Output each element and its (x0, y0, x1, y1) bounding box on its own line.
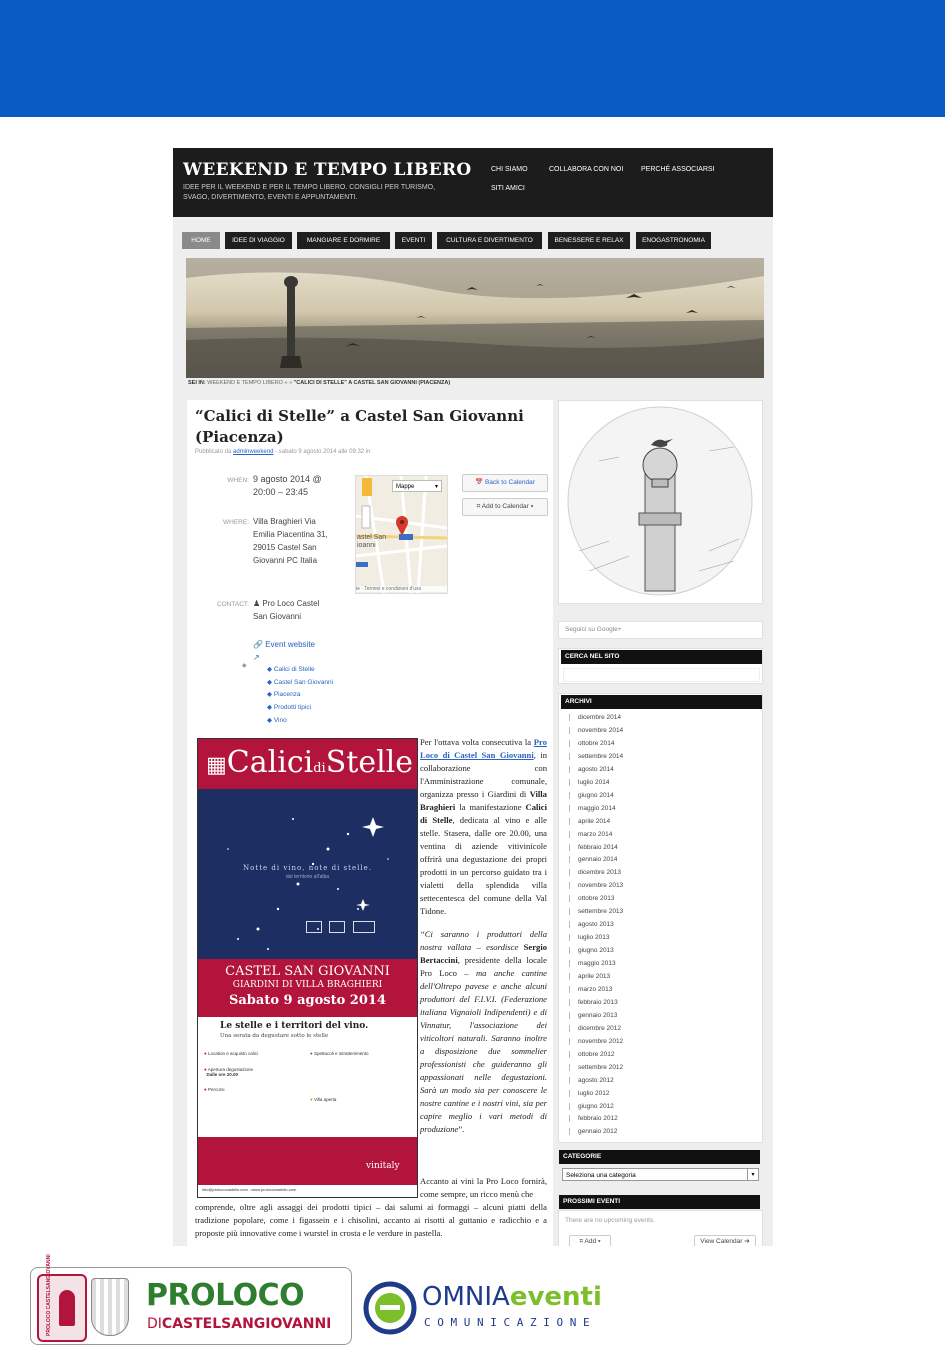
person-icon (59, 1290, 75, 1326)
event-website-text: Event website (265, 640, 315, 649)
info-text: Percorsi (207, 1087, 225, 1092)
poster-title-a: Calici (226, 745, 314, 780)
proloco-logo[interactable] (30, 1254, 352, 1345)
music-icon: ● (310, 1051, 313, 1056)
archive-item[interactable]: settembre 2013 (569, 908, 623, 915)
omnia-eventi-logo[interactable] (362, 1276, 622, 1348)
wine-icon: ● (204, 1051, 207, 1056)
archive-item[interactable]: dicembre 2012 (569, 1025, 621, 1032)
archive-item[interactable]: novembre 2013 (569, 882, 623, 889)
footer-logos (0, 1254, 945, 1365)
external-link-icon: ↗ (253, 653, 260, 662)
omnia-e-icon (362, 1280, 418, 1336)
google-map[interactable] (355, 475, 448, 594)
poster-tagline2: dal territorio all'alba (285, 874, 330, 880)
poster-subtitle: Le stelle e i territori del vino. (220, 1021, 369, 1031)
archive-item[interactable]: novembre 2014 (569, 727, 623, 734)
calendar-icon: 📅 (475, 479, 484, 486)
poster-town: CASTEL SAN GIOVANNI (225, 964, 390, 979)
tag-icon: ◆ (242, 663, 247, 669)
archive-item[interactable]: giugno 2012 (569, 1103, 614, 1110)
sponsor-logo-icon (306, 921, 322, 933)
para-text: , presidente della locale Pro Loco – (420, 955, 547, 978)
back-btn-label: Back to Calendar (485, 479, 535, 486)
archive-item[interactable]: settembre 2014 (569, 753, 623, 760)
rss-icon: ⌗ (579, 1238, 584, 1245)
omnia-subtitle: C O M U N I C A Z I O N E (424, 1316, 590, 1329)
eventi-word: eventi (509, 1282, 602, 1312)
breadcrumb-separator: » » (284, 380, 293, 386)
map-type-select[interactable] (392, 480, 442, 492)
tag-text: Castel San Giovanni (273, 679, 334, 686)
archive-item[interactable]: agosto 2014 (569, 766, 614, 773)
archive-item[interactable]: aprile 2013 (569, 973, 610, 980)
site-header (173, 148, 773, 217)
poster-title (206, 745, 413, 780)
archive-item[interactable]: dicembre 2014 (569, 714, 621, 721)
archive-item[interactable]: agosto 2012 (569, 1077, 614, 1084)
event-website-link[interactable] (253, 638, 315, 664)
proloco-emblem (37, 1254, 87, 1342)
nav-eventi[interactable]: EVENTI (395, 232, 432, 249)
breadcrumb-home-link[interactable]: WEEKEND E TEMPO LIBERO (207, 380, 283, 386)
contact-value (253, 597, 328, 623)
proloco-vertical-text: PROLOCO CASTELSANGIOVANNI (46, 1254, 52, 1336)
header-link-chi-siamo[interactable]: CHI SIAMO (491, 166, 528, 173)
archive-item[interactable]: aprile 2014 (569, 818, 610, 825)
archive-item[interactable]: ottobre 2013 (569, 895, 615, 902)
para-bold: Sergio Bertaccini (420, 942, 548, 965)
categories-widget-title: CATEGORIE (559, 1150, 760, 1164)
proloco-di: DI (147, 1316, 162, 1332)
body-paragraph-2 (420, 928, 547, 1136)
info-text: Apertura degustazione (207, 1067, 254, 1072)
poster-venue: GIARDINI DI VILLA BRAGHIERI (232, 980, 383, 990)
proloco-big-text: PROLOCO (146, 1278, 305, 1313)
top-blue-bar (0, 0, 945, 117)
nav-mangiare-e-dormire[interactable]: MANGIARE E DORMIRE (297, 232, 390, 249)
poster-sponsors (306, 921, 406, 941)
archive-item[interactable]: luglio 2012 (569, 1090, 609, 1097)
poster-title-c: Stelle (325, 745, 414, 780)
para-bold: Calici di Stelle (420, 802, 547, 825)
archive-item[interactable]: luglio 2014 (569, 779, 609, 786)
poster-tagline: Notte di vino, note di stelle. (243, 864, 372, 872)
google-plus-widget[interactable] (558, 621, 763, 639)
breadcrumb-current: "CALICI DI STELLE" A CASTEL SAN GIOVANNI (PIACENZA) (293, 380, 451, 386)
archive-item[interactable]: marzo 2014 (569, 831, 612, 838)
link-icon: 🔗 (253, 640, 266, 649)
poster-date: Sabato 9 agosto 2014 (229, 993, 386, 1008)
archive-item[interactable]: marzo 2013 (569, 986, 612, 993)
search-widget (558, 648, 763, 684)
add-btn-label: Add to Calendar ▾ (481, 503, 534, 510)
body-paragraph-3a: Accanto ai vini la Pro Loco fornirà, come sempre, un ricco menù che (420, 1176, 547, 1199)
sidebar-image-widget (558, 400, 763, 604)
map-select-label: Mappe (396, 484, 415, 490)
archive-item[interactable]: giugno 2013 (569, 947, 614, 954)
site-description: IDEE PER IL WEEKEND E PER IL TEMPO LIBERO. CONSIGLI PER TURISMO, SVAGO, DIVERTIMENTO, EVENTI E APPUNTAMENTI. (183, 184, 436, 201)
header-banner-image (186, 258, 764, 378)
body-paragraph-3b: comprende, oltre agli assaggi dei prodotti tipici – dai salumi ai formaggi – alcuni piatti della tradizione popolare, come i figassein e i chisolini, accanto ai risotti al guttanio e radicchio e a proposte più innovative come i wurstel in crosta e le verdure in pastella. (195, 1202, 547, 1238)
poster-footer: info@prolococastello.com - www.prolococastello.com (202, 1187, 297, 1192)
para-bold: Villa Braghieri (420, 789, 547, 812)
dropdown-arrow-icon: ▾ (434, 484, 438, 490)
archive-item[interactable]: maggio 2013 (569, 960, 616, 967)
proloco-town: CASTELSANGIOVANNI (161, 1316, 332, 1332)
user-icon: ♟ (253, 599, 263, 608)
para-italic: ma anche cantine dell'Oltrepo pavese e anche alcuni produttori del F.I.V.I. (Federazione italiana Vignaioli Indipendenti) e di Vinnatur, l'associazione dei viticoltori naturali. Saranno inoltre a disposizione due sommelier professionisti che guideranno gli appassionati nelle degustazioni. Sarà un modo sia per conoscere le nostre cantine e i nostri vini, sia per capire meglio i vari metodi di produzione (420, 968, 547, 1134)
info-text: Spettacoli e intrattenimento (313, 1051, 369, 1056)
archive-item[interactable]: novembre 2012 (569, 1038, 623, 1045)
post-title: “Calici di Stelle” a Castel San Giovanni (Piacenza) (195, 407, 524, 446)
tag-text: Prodotti tipici (273, 704, 312, 711)
nav-idee-di-viaggio[interactable]: IDEE DI VIAGGIO (225, 232, 292, 249)
archive-item[interactable]: agosto 2013 (569, 921, 614, 928)
seascape-illustration (186, 258, 764, 378)
archive-item[interactable]: febbraio 2014 (569, 844, 618, 851)
proloco-town-text (147, 1316, 331, 1332)
para-text: , dedicata al vino e alle stelle. Stasera, dalle ore 20.00, una ventina di aziende vitivinicole offrirà una degustazione dei propri prodotti in un percorso guidato tra i vialetti della splendida villa settecentesca del comune della Val Tidone. (420, 815, 547, 916)
contact-text: Pro Loco Castel San Giovanni (253, 599, 320, 621)
category-select-label: Seleziona una categoria (566, 1172, 636, 1179)
website-screenshot (173, 148, 773, 1246)
where-label: WHERE: (223, 519, 249, 526)
route-icon: ● (204, 1087, 207, 1092)
meta-suffix: - sabato 9 agosto 2014 alle 09:32 in (275, 449, 371, 455)
rss-icon: ⌗ (476, 503, 481, 510)
post-meta (195, 449, 370, 455)
map-place-label: astel San ioanni (357, 534, 387, 549)
nav-home[interactable]: HOME (182, 232, 220, 249)
poster-subtitle2: Una serata da degustare sotto le stelle (220, 1033, 329, 1039)
archive-item[interactable]: settembre 2012 (569, 1064, 623, 1071)
search-input[interactable] (563, 668, 760, 682)
tag-prodotti[interactable]: ◆ Prodotti tipici (267, 704, 312, 711)
category-select[interactable] (562, 1168, 759, 1181)
tag-text: Vino (273, 717, 287, 724)
archive-item[interactable]: giugno 2014 (569, 792, 614, 799)
tag-calici[interactable]: ◆ Calici di Stelle (267, 666, 315, 673)
poster-title-b: di (313, 761, 326, 776)
body-paragraph-1 (420, 736, 547, 918)
header-link-siti-amici[interactable]: SITI AMICI (491, 185, 525, 192)
archive-item[interactable]: gennaio 2012 (569, 1128, 617, 1135)
poster-info-2 (204, 1067, 253, 1077)
contact-label: CONTACT: (216, 601, 249, 608)
poster-brand: vinitaly (366, 1161, 400, 1171)
when-label: WHEN: (227, 477, 249, 484)
poster-logo-icon: ▦ (206, 753, 227, 778)
tag-text: Piacenza (273, 691, 301, 698)
archive-item[interactable]: gennaio 2014 (569, 856, 617, 863)
events-add-button[interactable] (569, 1235, 611, 1246)
events-widget (558, 1210, 763, 1246)
tag-castel[interactable]: ◆ Castel San Giovanni (267, 679, 334, 686)
back-to-calendar-button[interactable] (462, 474, 548, 492)
archive-item[interactable]: gennaio 2013 (569, 1012, 617, 1019)
nav-benessere[interactable]: BENESSERE E RELAX (548, 232, 630, 249)
nav-enogastronomia[interactable]: ENOGASTRONOMIA (636, 232, 711, 249)
breadcrumb (188, 380, 450, 386)
archive-item[interactable]: maggio 2014 (569, 805, 616, 812)
sponsor-logo-icon (329, 921, 345, 933)
villa-icon: ● (310, 1097, 313, 1102)
info-text: Dalle ore 20.00 (206, 1072, 239, 1077)
tag-vino[interactable]: ◆ Vino (267, 717, 287, 724)
nav-cultura[interactable]: CULTURA E DIVERTIMENTO (437, 232, 542, 249)
archive-item[interactable]: febbraio 2012 (569, 1115, 618, 1122)
proloco-link[interactable]: Pro Loco di Castel San Giovanni (420, 737, 547, 760)
poster-info-4 (310, 1051, 369, 1056)
archive-item[interactable]: ottobre 2014 (569, 740, 615, 747)
add-to-calendar-button[interactable] (462, 498, 548, 516)
tag-text: Calici di Stelle (273, 666, 315, 673)
poster-info-1 (204, 1051, 258, 1056)
dropdown-arrow-icon: ▾ (747, 1169, 758, 1180)
when-value: 9 agosto 2014 @ 20:00 – 23:45 (253, 474, 322, 497)
clock-icon: ● (204, 1067, 207, 1072)
events-add-label: Add ▾ (584, 1238, 601, 1245)
sketch-column-image (559, 401, 762, 603)
view-calendar-button[interactable]: View Calendar ➔ (694, 1235, 756, 1246)
archive-widget-title: ARCHIVI (561, 695, 762, 709)
post-content (187, 400, 553, 1246)
poster-info-3 (204, 1087, 225, 1092)
para-text: , in collaborazione con l'Amministrazione comunale, organizza presso i Giardini di (420, 750, 548, 799)
info-text: Location e acquisto calici (207, 1051, 259, 1056)
map-terms[interactable]: ie · Termini e condizioni d'uso (356, 586, 447, 592)
archive-item[interactable]: luglio 2013 (569, 934, 609, 941)
no-events-text: There are no upcoming events. (565, 1217, 655, 1224)
archive-widget (558, 693, 763, 1143)
site-title[interactable]: WEEKEND E TEMPO LIBERO (183, 160, 472, 180)
omnia-word: OMNIA (422, 1282, 510, 1312)
tag-piacenza[interactable]: ◆ Piacenza (267, 691, 301, 698)
archive-item[interactable]: ottobre 2012 (569, 1051, 615, 1058)
author-link[interactable]: adminweekend (233, 449, 274, 455)
para-text: ”. (458, 1124, 465, 1134)
events-widget-title: PROSSIMI EVENTI (559, 1195, 760, 1209)
omnia-text (422, 1282, 602, 1312)
breadcrumb-prefix: SEI IN: (188, 380, 206, 386)
poster-info-5 (310, 1097, 336, 1102)
sponsor-logo-icon (353, 921, 375, 933)
sidebar (558, 400, 763, 1246)
archive-item[interactable]: febbraio 2013 (569, 999, 618, 1006)
para-text: Per l'ottava volta consecutiva la (420, 737, 532, 747)
header-link-perche[interactable]: PERCHÉ ASSOCIARSI (641, 166, 715, 173)
info-text: Villa aperta (313, 1097, 337, 1102)
header-link-collabora[interactable]: COLLABORA CON NOI (549, 166, 624, 173)
where-value: Villa Braghieri Via Emilia Piacentina 31, 29015 Castel San Giovanni PC Italia (253, 517, 328, 565)
para-text: la manifestazione (459, 802, 522, 812)
search-widget-title: CERCA NEL SITO (561, 650, 762, 664)
meta-prefix: Pubblicato da (195, 449, 232, 455)
para-italic: “Ci saranno i produttori della nostra vallata – esordisce (420, 929, 547, 952)
event-poster (197, 738, 418, 1198)
archive-item[interactable]: dicembre 2013 (569, 869, 621, 876)
coat-of-arms-icon (91, 1278, 129, 1336)
google-plus-label: Seguici su Google+ (565, 626, 622, 633)
